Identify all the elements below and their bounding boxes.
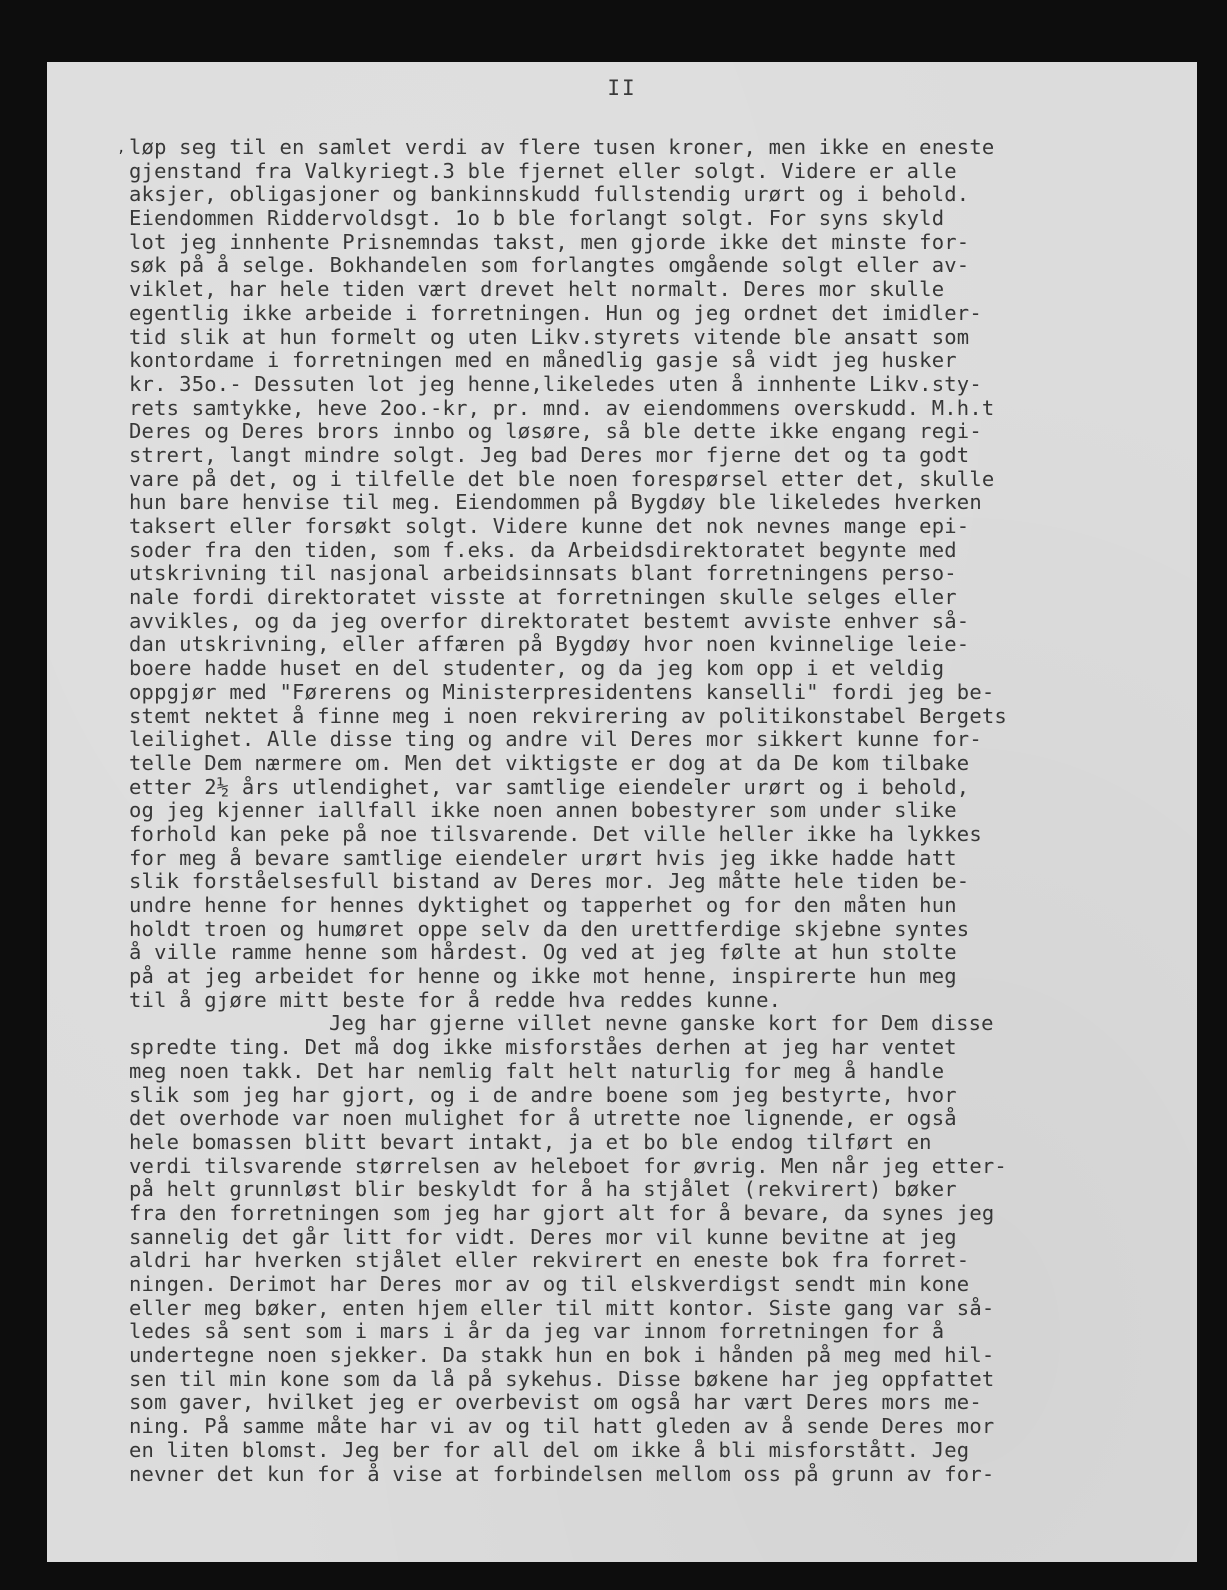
text-line: Deres og Deres brors innbo og løsøre, så ble dette ikke engang regi- [129, 419, 982, 444]
text-line: undertegne noen sjekker. Da stakk hun en bok i hånden på meg med hil- [129, 1343, 995, 1368]
text-line: soder fra den tiden, som f.eks. da Arbeidsdirektoratet begynte med [129, 537, 957, 562]
letter-body [129, 136, 1149, 1486]
text-line: oppgjør med "Førerens og Ministerpresidentens kanselli" fordi jeg be- [129, 679, 995, 704]
text-line: ning. På samme måte har vi av og til hatt gleden av å sende Deres mor [129, 1414, 995, 1439]
text-line: strert, langt mindre solgt. Jeg bad Deres mor fjerne det og ta godt [129, 442, 970, 467]
text-line: egentlig ikke arbeide i forretningen. Hun og jeg ordnet det imidler- [129, 300, 982, 325]
text-line: meg noen takk. Det har nemlig falt helt naturlig for meg å handle [129, 1058, 945, 1083]
text-line: som gaver, hvilket jeg er overbevist om også har vært Deres mors me- [129, 1390, 982, 1415]
text-line: telle Dem nærmere om. Men det viktigste er dog at da De kom tilbake [129, 750, 970, 775]
text-line: nevner det kun for å vise at forbindelsen mellom oss på grunn av for- [129, 1461, 995, 1486]
text-line: lot jeg innhente Prisnemndas takst, men gjorde ikke det minste for- [129, 229, 970, 254]
text-line: eller meg bøker, enten hjem eller til mitt kontor. Siste gang var så- [129, 1295, 995, 1320]
text-line: taksert eller forsøkt solgt. Videre kunne det nok nevnes mange epi- [129, 514, 970, 538]
text-line: hele bomassen blitt bevart intakt, ja et bo ble endog tilført en [129, 1129, 932, 1154]
text-line: å ville ramme henne som hårdest. Og ved at jeg følte at hun stolte [129, 940, 957, 965]
text-line: verdi tilsvarende størrelsen av heleboet for øvrig. Men når jeg etter- [129, 1153, 1007, 1178]
text-line: ningen. Derimot har Deres mor av og til elskverdigst sendt min kone [129, 1272, 970, 1296]
text-line: på helt grunnløst blir beskyldt for å ha stjålet (rekvirert) bøker [129, 1177, 957, 1202]
text-line: søk på å selge. Bokhandelen som forlangtes omgående solgt eller av- [129, 253, 970, 278]
text-line: forhold kan peke på noe tilsvarende. Det ville heller ikke ha lykkes [129, 821, 982, 846]
text-line: viklet, har hele tiden vært drevet helt normalt. Deres mor skulle [129, 277, 945, 302]
page-number: II [607, 76, 637, 100]
text-line: stemt nektet å finne meg i noen rekvirering av politikonstabel Bergets [129, 703, 1007, 728]
text-line: spredte ting. Det må dog ikke misforståes derhen at jeg har ventet [129, 1035, 957, 1060]
text-line: avvikles, og da jeg overfor direktoratet bestemt avviste enhver så- [129, 608, 970, 633]
text-line: ledes så sent som i mars i år da jeg var innom forretningen for å [129, 1319, 945, 1344]
text-line: en liten blomst. Jeg ber for all del om ikke å bli misforstått. Jeg [129, 1437, 970, 1462]
text-line: undre henne for hennes dyktighet og tapperhet og for den måten hun [129, 893, 957, 917]
text-line: aksjer, obligasjoner og bankinnskudd fullstendig urørt og i behold. [129, 182, 970, 207]
text-line: gjenstand fra Valkyriegt.3 ble fjernet eller solgt. Videre er alle [129, 158, 957, 183]
text-line: holdt troen og humøret oppe selv da den urettferdige skjebne syntes [129, 916, 970, 941]
text-line: slik som jeg har gjort, og i de andre boene som jeg bestyrte, hvor [129, 1082, 957, 1107]
text-line: Eiendommen Riddervoldsgt. 1o b ble forlangt solgt. For syns skyld [129, 206, 945, 231]
text-line: utskrivning til nasjonal arbeidsinnsats blant forretningens perso- [129, 561, 957, 586]
text-line: Jeg har gjerne villet nevne ganske kort for Dem disse [329, 1011, 994, 1036]
text-line: hun bare henvise til meg. Eiendommen på Bygdøy ble likeledes hverken [129, 490, 982, 515]
text-line: for meg å bevare samtlige eiendeler urørt hvis jeg ikke hadde hatt [129, 845, 957, 870]
text-line: kr. 35o.- Dessuten lot jeg henne,likeledes uten å innhente Likv.sty- [129, 371, 982, 396]
text-line: leilighet. Alle disse ting og andre vil Deres mor sikkert kunne for- [129, 727, 982, 752]
text-line: etter 2½ års utlendighet, var samtlige eiendeler urørt og i behold, [129, 774, 970, 799]
text-line: og jeg kjenner iallfall ikke noen annen bobestyrer som under slike [129, 798, 957, 823]
text-line: slik forståelsesfull bistand av Deres mor. Jeg måtte hele tiden be- [129, 869, 970, 894]
text-line: sen til min kone som da lå på sykehus. Disse bøkene har jeg oppfattet [129, 1366, 995, 1391]
text-line: løp seg til en samlet verdi av flere tusen kroner, men ikke en eneste [129, 135, 995, 159]
text-line: vare på det, og i tilfelle det ble noen forespørsel etter det, skulle [129, 466, 995, 491]
margin-mark: , [117, 140, 126, 156]
text-line: kontordame i forretningen med en månedlig gasje så vidt jeg husker [129, 348, 957, 373]
text-line: nale fordi direktoratet visste at forretningen skulle selges eller [129, 585, 957, 610]
text-line: boere hadde huset en del studenter, og da jeg kom opp i et veldig [129, 656, 945, 681]
text-line: rets samtykke, heve 2oo.-kr, pr. mnd. av eiendommens overskudd. M.h.t [129, 395, 995, 420]
text-line: det overhode var noen mulighet for å utrette noe lignende, er også [129, 1106, 957, 1131]
text-line: på at jeg arbeidet for henne og ikke mot henne, inspirerte hun meg [129, 964, 957, 989]
text-line: dan utskrivning, eller affæren på Bygdøy hvor noen kvinnelige leie- [129, 632, 970, 657]
text-line: fra den forretningen som jeg har gjort alt for å bevare, da synes jeg [129, 1200, 995, 1225]
text-line: til å gjøre mitt beste for å redde hva reddes kunne. [129, 987, 782, 1012]
text-line: sannelig det går litt for vidt. Deres mor vil kunne bevitne at jeg [129, 1224, 957, 1249]
document-page [47, 62, 1197, 1562]
text-line: tid slik at hun formelt og uten Likv.styrets vitende ble ansatt som [129, 324, 970, 349]
text-line: aldri har hverken stjålet eller rekvirert en eneste bok fra forret- [129, 1248, 970, 1273]
